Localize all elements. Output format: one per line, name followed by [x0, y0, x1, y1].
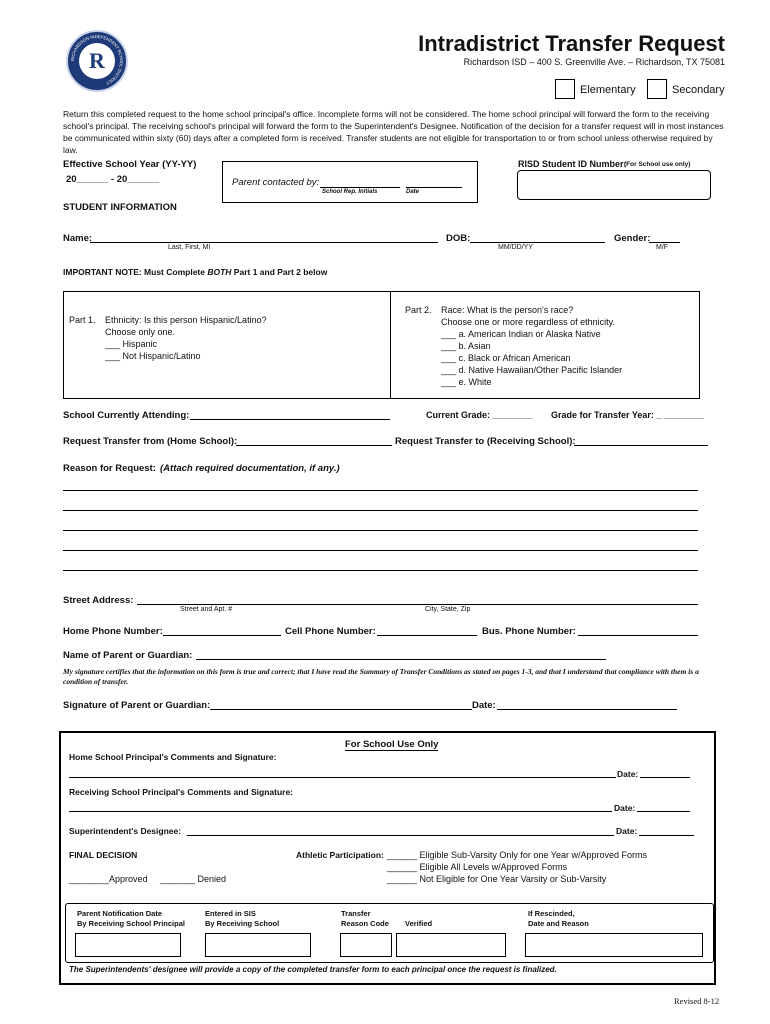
important-note-prefix: IMPORTANT NOTE: Must Complete — [63, 267, 208, 277]
name-caption: Last, First, MI — [168, 244, 211, 251]
school-use-heading: For School Use Only — [345, 739, 439, 750]
certification-text: My signature certifies that the information on this form is true and correct; that I have read the Summary of Transfer Conditions as stated on pages 1-3, and that I understand that compliance with them is a condition of transfer. — [63, 667, 699, 686]
name-input-line[interactable] — [90, 242, 438, 243]
signature-date-line[interactable] — [497, 709, 677, 710]
logo-ring-textpath: RICHARDSON INDEPENDENT SCHOOL DISTRICT — [69, 33, 125, 86]
reason-line-5[interactable] — [63, 570, 698, 571]
svg-text:RICHARDSON INDEPENDENT SCHOOL — [70, 34, 124, 86]
reason-line-3[interactable] — [63, 530, 698, 531]
part2-option-b[interactable]: ___ b. Asian — [441, 341, 491, 351]
important-note — [63, 267, 327, 277]
denied-field[interactable]: _______ Denied — [160, 874, 227, 884]
designee-date-line[interactable] — [639, 835, 694, 836]
dob-caption: MM/DD/YY — [498, 244, 533, 251]
school-attending-label: School Currently Attending: — [63, 410, 190, 421]
transfer-grade-field[interactable]: Grade for Transfer Year: _ ________ — [551, 410, 704, 420]
home-phone-line[interactable] — [163, 635, 281, 636]
rescinded-input[interactable] — [525, 933, 703, 957]
secondary-checkbox[interactable] — [647, 79, 667, 99]
receiving-principal-date-line[interactable] — [637, 811, 690, 812]
guardian-name-label: Name of Parent or Guardian: — [63, 650, 193, 661]
gender-label: Gender: — [614, 233, 651, 244]
reason-code-label-1: Transfer — [341, 909, 371, 918]
reason-line-4[interactable] — [63, 550, 698, 551]
elementary-label: Elementary — [580, 84, 636, 96]
guardian-name-line[interactable] — [196, 659, 606, 660]
student-id-note: (For School use only) — [624, 161, 691, 168]
designee-date-label: Date: — [616, 826, 638, 836]
guardian-signature-line[interactable] — [210, 709, 472, 710]
instructions-paragraph: Return this completed request to the home school principal's office. Incomplete forms will not be considered. The home school principal will forward the form to the receiving school's principal. The receiving school's principal will forward the form to the Superintendent's Designee. Notification of the decision for a transfer request will in most instances be communicated within sixty (60) days after a completed form is received. Transfer students are not eligible for transportation to or from school unless otherwise required by law. — [63, 109, 724, 155]
cell-phone-line[interactable] — [377, 635, 477, 636]
secondary-label: Secondary — [672, 84, 725, 96]
dob-label: DOB: — [446, 233, 471, 244]
notification-label-2: By Receiving School Principal — [77, 919, 185, 928]
student-info-heading: STUDENT INFORMATION — [63, 202, 177, 213]
elementary-checkbox[interactable] — [555, 79, 575, 99]
part1-option-not-hispanic[interactable]: ___ Not Hispanic/Latino — [105, 351, 201, 361]
part2-option-e[interactable]: ___ e. White — [441, 377, 492, 387]
designee-line[interactable] — [187, 835, 614, 836]
dob-input-line[interactable] — [470, 242, 605, 243]
revision-note: Revised 8-12 — [674, 996, 720, 1006]
transfer-from-line[interactable] — [236, 445, 392, 446]
reason-note: (Attach required documentation, if any.) — [160, 463, 340, 474]
business-phone-line[interactable] — [578, 635, 698, 636]
student-id-label: RISD Student ID Number: — [518, 159, 627, 169]
reason-label: Reason for Request: — [63, 463, 156, 474]
current-grade-field[interactable]: Current Grade: ________ — [426, 410, 533, 420]
rep-initials-line[interactable] — [320, 187, 400, 188]
reason-line-2[interactable] — [63, 510, 698, 511]
street-address-label: Street Address: — [63, 595, 134, 606]
part2-option-d[interactable]: ___ d. Native Hawaiian/Other Pacific Islander — [441, 365, 623, 375]
part1-question: Ethnicity: Is this person Hispanic/Latino? — [105, 315, 267, 325]
school-year-field[interactable]: 20______ - 20______ — [66, 174, 159, 185]
rep-initials-caption: School Rep. Initials — [322, 189, 378, 195]
part2-label: Part 2. — [405, 305, 432, 315]
home-principal-line[interactable] — [69, 777, 616, 778]
transfer-to-label: Request Transfer to (Receiving School): — [395, 436, 576, 447]
page-title: Intradistrict Transfer Request — [418, 31, 725, 56]
school-attending-line[interactable] — [190, 419, 390, 420]
part1-option-hispanic[interactable]: ___ Hispanic — [105, 339, 158, 349]
designee-label: Superintendent's Designee: — [69, 826, 182, 836]
notification-date-input[interactable] — [75, 933, 181, 957]
receiving-principal-line[interactable] — [69, 811, 612, 812]
rescinded-label-1: If Rescinded, — [528, 909, 575, 918]
rescinded-label-2: Date and Reason — [528, 919, 589, 928]
gender-input-line[interactable] — [649, 242, 680, 243]
logo-letter: R — [79, 43, 115, 79]
contact-date-caption: Date — [406, 189, 420, 195]
street-address-line[interactable] — [137, 604, 698, 605]
sis-label-1: Entered in SIS — [205, 909, 256, 918]
business-phone-label: Bus. Phone Number: — [482, 626, 576, 637]
reason-line-1[interactable] — [63, 490, 698, 491]
home-principal-label: Home School Principal's Comments and Signature: — [69, 752, 277, 762]
athletic-option-sub-varsity[interactable]: ______ Eligible Sub-Varsity Only for one Year w/Approved Forms — [387, 850, 647, 860]
receiving-principal-label: Receiving School Principal's Comments and Signature: — [69, 787, 294, 797]
cell-phone-label: Cell Phone Number: — [285, 626, 376, 637]
home-principal-date-label: Date: — [617, 769, 639, 779]
athletic-option-not-eligible[interactable]: ______ Not Eligible for One Year Varsity or Sub-Varsity — [387, 874, 607, 884]
gender-caption: M/F — [656, 244, 669, 251]
notification-label-1: Parent Notification Date — [77, 909, 163, 918]
receiving-principal-date-label: Date: — [614, 803, 636, 813]
home-phone-label: Home Phone Number: — [63, 626, 163, 637]
home-principal-date-line[interactable] — [640, 777, 690, 778]
logo-ring-text — [68, 32, 126, 90]
parent-contacted-label: Parent contacted by: — [232, 177, 320, 188]
athletic-label: Athletic Participation: — [296, 850, 384, 860]
sis-label-2: By Receiving School — [205, 919, 280, 928]
signature-date-label: Date: — [472, 700, 496, 711]
designee-footnote: The Superintendents' designee will provide a copy of the completed transfer form to each principal once the request is finalized. — [69, 965, 557, 974]
contact-date-line[interactable] — [406, 187, 462, 188]
reason-code-input[interactable] — [340, 933, 392, 957]
important-note-suffix: Part 1 and Part 2 below — [231, 267, 328, 277]
district-logo — [66, 30, 128, 92]
transfer-from-label: Request Transfer from (Home School): — [63, 436, 238, 447]
reason-code-label-2: Reason Code — [341, 919, 389, 928]
verified-input[interactable] — [396, 933, 506, 957]
name-label: Name: — [63, 233, 93, 244]
verified-label: Verified — [405, 919, 433, 928]
transfer-to-line[interactable] — [574, 445, 708, 446]
final-decision-label: FINAL DECISION — [69, 850, 138, 860]
part2-option-c[interactable]: ___ c. Black or African American — [441, 353, 571, 363]
district-address: Richardson ISD – 400 S. Greenville Ave. – Richardson, TX 75081 — [463, 57, 725, 67]
approved-field[interactable]: ________Approved — [69, 874, 148, 884]
part2-option-a[interactable]: ___ a. American Indian or Alaska Native — [441, 329, 601, 339]
student-id-input[interactable] — [517, 170, 711, 200]
school-year-label: Effective School Year (YY-YY) — [63, 159, 197, 170]
part2-question: Race: What is the person's race? — [441, 305, 574, 315]
part2-instruction: Choose one or more regardless of ethnicity. — [441, 317, 615, 327]
part1-label: Part 1. — [69, 315, 96, 325]
part1-instruction: Choose only one. — [105, 327, 176, 337]
sis-input[interactable] — [205, 933, 311, 957]
city-caption: City, State, Zip — [425, 606, 471, 613]
guardian-signature-label: Signature of Parent or Guardian: — [63, 700, 211, 711]
athletic-option-all-levels[interactable]: ______ Eligible All Levels w/Approved Forms — [387, 862, 568, 872]
street-caption: Street and Apt. # — [180, 606, 233, 613]
important-note-both: BOTH — [207, 267, 232, 277]
